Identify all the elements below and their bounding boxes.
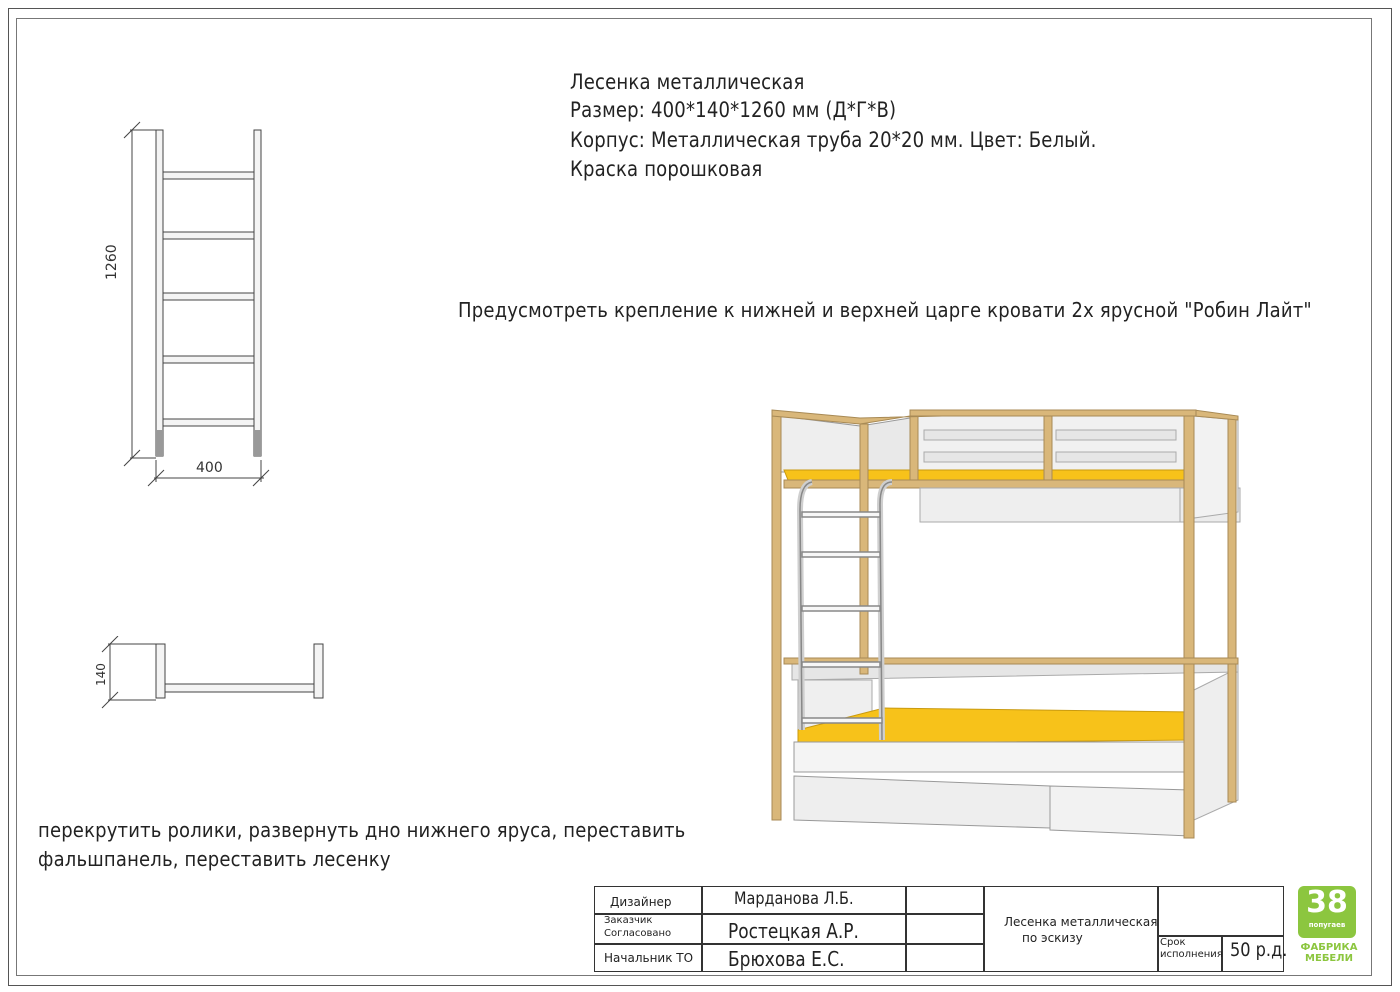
ladder-left-rail — [156, 130, 163, 456]
bed-post — [1228, 418, 1236, 802]
agreed-label: Согласовано — [604, 928, 672, 939]
designer-label: Дизайнер — [610, 895, 672, 909]
ladder-rung — [163, 293, 254, 300]
logo-number: 38 — [1306, 885, 1348, 920]
ladder-foot — [156, 430, 163, 456]
chief-label: Начальник ТО — [604, 951, 694, 965]
deadline-label: Срок — [1160, 937, 1186, 948]
bed-post — [860, 424, 868, 674]
ladder-rung — [163, 232, 254, 239]
item-title-line-1: Лесенка металлическая — [1004, 915, 1158, 929]
mounting-note: Предусмотреть крепление к нижней и верхней царге кровати 2х ярусной "Робин Лайт" — [458, 298, 1312, 322]
logo-brand-line-1: ФАБРИКА — [1300, 942, 1358, 953]
lower-front-panel — [794, 742, 1194, 772]
spec-paint: Краска порошковая — [570, 157, 763, 181]
drawer-left — [794, 776, 1050, 828]
spec-size: Размер: 400*140*1260 мм (Д*Г*В) — [570, 98, 897, 122]
ladder-rung — [163, 172, 254, 179]
bed-post — [772, 412, 781, 820]
depth-dimension-label: 140 — [94, 663, 108, 686]
item-title-line-2: по эскизу — [1022, 931, 1083, 945]
spec-title: Лесенка металлическая — [570, 70, 805, 94]
ladder-rung — [163, 356, 254, 363]
spec-body: Корпус: Металлическая труба 20*20 мм. Цвет: Белый. — [570, 128, 1097, 152]
deadline-value: 50 р.д. — [1230, 939, 1288, 961]
chief-name: Брюхова Е.С. — [728, 947, 845, 971]
bunk-bed-illustration — [764, 400, 1248, 840]
logo-badge — [1298, 886, 1356, 938]
logo-subtitle: попугаев — [1308, 921, 1346, 929]
ladder-front-view — [100, 120, 290, 500]
instruction-line-2: фальшпанель, переставить лесенку — [38, 847, 391, 871]
bed-post — [1184, 414, 1194, 838]
upper-mattress — [784, 470, 1194, 480]
height-dimension-label: 1260 — [104, 244, 120, 280]
title-block — [594, 886, 1288, 972]
ladder-right-rail — [254, 130, 261, 456]
upper-side-panel — [920, 488, 1180, 522]
customer-label: Заказчик — [604, 915, 653, 926]
top-view-right-rail — [314, 644, 323, 698]
ladder-foot — [254, 430, 261, 456]
width-dimension-label: 400 — [196, 460, 223, 476]
top-view-rung — [165, 684, 314, 692]
customer-name: Ростецкая А.Р. — [728, 919, 859, 943]
company-logo — [1298, 886, 1360, 970]
top-view-left-rail — [156, 644, 165, 698]
ladder-top-view — [100, 636, 340, 712]
designer-name: Марданова Л.Б. — [734, 889, 854, 909]
deadline-label-2: исполнения — [1160, 949, 1223, 960]
logo-brand-line-2: МЕБЕЛИ — [1305, 953, 1353, 964]
back-panel — [780, 416, 860, 472]
drawer-right — [1050, 786, 1190, 836]
instruction-line-1: перекрутить ролики, развернуть дно нижнего яруса, переставить — [38, 818, 686, 842]
ladder-rung — [163, 419, 254, 426]
